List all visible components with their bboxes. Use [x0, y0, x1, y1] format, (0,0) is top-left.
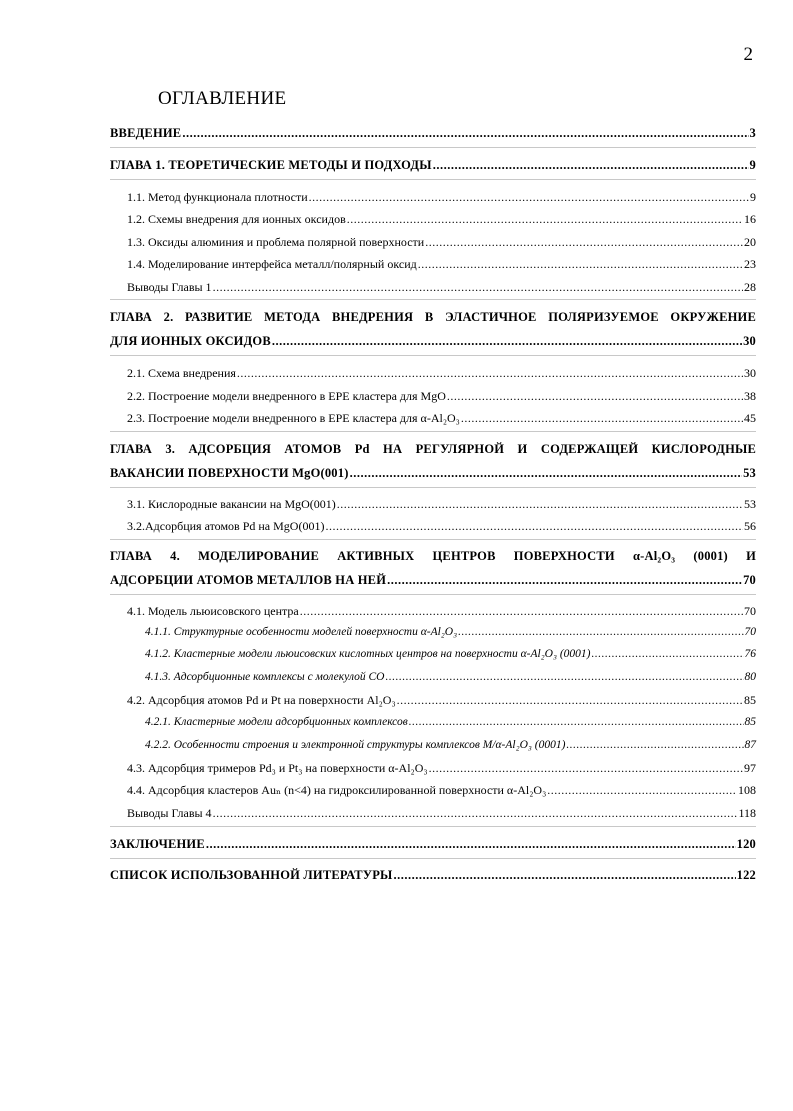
- toc-entry-label: 4.3. Адсорбция тримеров Pd₃ и Pt₃ на поверхности α-Al₂O₃: [127, 761, 428, 775]
- toc-leader: [458, 626, 743, 638]
- toc-entry-label: 4.2.1. Кластерные модели адсорбционных комплексов: [145, 716, 408, 728]
- toc-entry-page: 9: [749, 158, 756, 172]
- toc-entry-page: 118: [738, 806, 756, 820]
- toc-entry-chapter-2[interactable]: [110, 334, 756, 349]
- divider: [110, 355, 756, 356]
- toc-entry-section-4-1-3[interactable]: [145, 671, 756, 683]
- toc-leader: [461, 411, 743, 426]
- toc-entry-page: 28: [744, 280, 756, 294]
- toc-entry-page: 122: [736, 868, 756, 882]
- toc-leader: [325, 519, 743, 534]
- toc-leader: [397, 693, 743, 708]
- toc-entry-label: 4.1.1. Структурные особенности моделей поверхности α-Al₂O₃: [145, 626, 458, 638]
- toc-leader: [213, 806, 738, 821]
- toc-entry-section-4-2-1[interactable]: [145, 716, 756, 728]
- toc-leader: [418, 257, 743, 272]
- toc-entry-page: 53: [743, 466, 756, 480]
- toc-entry-page: 20: [744, 235, 756, 249]
- toc-title: ОГЛАВЛЕНИЕ: [158, 88, 287, 109]
- toc-entry-page: 85: [744, 693, 756, 707]
- toc-entry-chapter-3-line-1[interactable]: ГЛАВА 3. АДСОРБЦИЯ АТОМОВ Pd НА РЕГУЛЯРНОЙ И СОДЕРЖАЩЕЙ КИСЛОРОДНЫЕ: [110, 442, 756, 456]
- toc-entry-label: 1.2. Схемы внедрения для ионных оксидов: [127, 212, 346, 226]
- toc-entry-page: 16: [744, 212, 756, 226]
- toc-entry-label: ВВЕДЕНИЕ: [110, 126, 182, 140]
- toc-entry-page: 76: [744, 648, 756, 660]
- toc-leader: [213, 280, 743, 295]
- toc-entry-section-1-2[interactable]: [127, 212, 756, 227]
- toc-entry-label: ДЛЯ ИОННЫХ ОКСИДОВ: [110, 334, 271, 348]
- toc-entry-conclusions-1[interactable]: [127, 280, 756, 295]
- toc-entry-label: 1.1. Метод функционала плотности: [127, 190, 308, 204]
- toc-leader: [394, 868, 736, 883]
- toc-entry-label: 4.2. Адсорбция атомов Pd и Pt на поверхности Al₂O₃: [127, 693, 396, 707]
- divider: [110, 594, 756, 595]
- toc-leader: [182, 126, 748, 141]
- toc-entry-page: 45: [744, 411, 756, 425]
- toc-entry-label: 2.3. Построение модели внедренного в ЕРЕ кластера для α-Al₂O₃: [127, 411, 460, 425]
- toc-entry-section-4-4[interactable]: [127, 783, 756, 798]
- toc-entry-section-1-3[interactable]: [127, 235, 756, 250]
- toc-entry-section-2-2[interactable]: [127, 389, 756, 404]
- toc-entry-label: 3.1. Кислородные вакансии на MgO(001): [127, 497, 336, 511]
- toc-entry-page: 53: [744, 497, 756, 511]
- toc-leader: [237, 366, 743, 381]
- toc-entry-label: 2.1. Схема внедрения: [127, 366, 236, 380]
- toc-entry-page: 85: [744, 716, 756, 728]
- toc-entry-section-4-3[interactable]: [127, 761, 756, 776]
- toc-entry-label: 1.3. Оксиды алюминия и проблема полярной поверхности: [127, 235, 425, 249]
- divider: [110, 431, 756, 432]
- toc-leader: [433, 158, 749, 173]
- toc-entry-label: 3.2.Адсорбция атомов Pd на MgO(001): [127, 519, 325, 533]
- toc-entry-page: 87: [744, 739, 756, 751]
- toc-entry-section-3-2[interactable]: [127, 519, 756, 534]
- toc-entry-section-1-4[interactable]: [127, 257, 756, 272]
- toc-entry-introduction[interactable]: [110, 126, 756, 141]
- toc-entry-section-2-3[interactable]: [127, 411, 756, 426]
- toc-entry-label: ВАКАНСИИ ПОВЕРХНОСТИ MgO(001): [110, 466, 349, 480]
- toc-entry-label: 1.4. Моделирование интерфейса металл/полярный оксид: [127, 257, 417, 271]
- toc-leader: [337, 497, 743, 512]
- page-number: 2: [743, 44, 753, 65]
- toc-entry-conclusion[interactable]: [110, 837, 756, 852]
- toc-entry-label: 4.1. Модель льюисовского центра: [127, 604, 299, 618]
- divider: [110, 147, 756, 148]
- toc-entry-chapter-1[interactable]: [110, 158, 756, 173]
- toc-entry-section-1-1[interactable]: [127, 190, 756, 205]
- toc-leader: [387, 573, 742, 588]
- divider: [110, 179, 756, 180]
- toc-entry-page: 70: [744, 626, 756, 638]
- toc-entry-label: ЗАКЛЮЧЕНИЕ: [110, 837, 205, 851]
- toc-leader: [547, 783, 737, 798]
- toc-entry-page: 30: [743, 334, 756, 348]
- toc-entry-section-4-2-2[interactable]: [145, 739, 756, 751]
- toc-entry-page: 23: [744, 257, 756, 271]
- toc-leader: [347, 212, 743, 227]
- toc-entry-label: 4.2.2. Особенности строения и электронной структуры комплексов M/α-Al₂O₃ (0001): [145, 739, 566, 751]
- toc-entry-page: 80: [744, 671, 756, 683]
- divider: [110, 487, 756, 488]
- toc-entry-label: Выводы Главы 1: [127, 280, 212, 294]
- toc-entry-chapter-3[interactable]: [110, 466, 756, 481]
- toc-leader: [566, 739, 743, 751]
- toc-leader: [300, 604, 743, 619]
- toc-leader: [425, 235, 743, 250]
- toc-leader: [592, 648, 744, 660]
- divider: [110, 539, 756, 540]
- toc-entry-label: Выводы Главы 4: [127, 806, 212, 820]
- toc-entry-conclusions-4[interactable]: [127, 806, 756, 821]
- toc-leader: [272, 334, 742, 349]
- divider: [110, 826, 756, 827]
- toc-leader: [350, 466, 743, 481]
- toc-entry-chapter-4-line-1[interactable]: ГЛАВА 4. МОДЕЛИРОВАНИЕ АКТИВНЫХ ЦЕНТРОВ ПОВЕРХНОСТИ α-Al₂O₃ (0001) И: [110, 549, 756, 563]
- toc-leader: [385, 671, 743, 683]
- toc-entry-references[interactable]: [110, 868, 756, 883]
- toc-entry-section-4-2[interactable]: [127, 693, 756, 708]
- toc-entry-label: ГЛАВА 1. ТЕОРЕТИЧЕСКИЕ МЕТОДЫ И ПОДХОДЫ: [110, 158, 432, 172]
- toc-entry-label: 2.2. Построение модели внедренного в ЕРЕ кластера для MgO: [127, 389, 446, 403]
- toc-entry-page: 70: [743, 573, 756, 587]
- toc-entry-label: 4.1.3. Адсорбционные комплексы с молекулой CO: [145, 671, 385, 683]
- toc-entry-page: 56: [744, 519, 756, 533]
- divider: [110, 858, 756, 859]
- toc-entry-section-3-1[interactable]: [127, 497, 756, 512]
- toc-entry-page: 108: [738, 783, 756, 797]
- toc-entry-label: СПИСОК ИСПОЛЬЗОВАННОЙ ЛИТЕРАТУРЫ: [110, 868, 393, 882]
- toc-entry-section-2-1[interactable]: [127, 366, 756, 381]
- toc-entry-section-4-1-1[interactable]: [145, 626, 756, 638]
- toc-entry-chapter-2-line-1[interactable]: ГЛАВА 2. РАЗВИТИЕ МЕТОДА ВНЕДРЕНИЯ В ЭЛАСТИЧНОЕ ПОЛЯРИЗУЕМОЕ ОКРУЖЕНИЕ: [110, 310, 756, 324]
- toc-entry-section-4-1-2[interactable]: [145, 648, 756, 660]
- toc-entry-page: 120: [736, 837, 756, 851]
- toc-leader: [429, 761, 743, 776]
- toc-entry-section-4-1[interactable]: [127, 604, 756, 619]
- divider: [110, 299, 756, 300]
- toc-leader: [309, 190, 749, 205]
- toc-entry-label: 4.4. Адсорбция кластеров Auₙ (n<4) на гидроксилированной поверхности α-Al₂O₃: [127, 783, 547, 797]
- toc-entry-page: 97: [744, 761, 756, 775]
- toc-entry-page: 30: [744, 366, 756, 380]
- toc-leader: [206, 837, 736, 852]
- toc-entry-label: 4.1.2. Кластерные модели льюисовских кислотных центров на поверхности α-Al₂O₃ (0001): [145, 648, 591, 660]
- toc-entry-page: 38: [744, 389, 756, 403]
- toc-entry-page: 9: [750, 190, 756, 204]
- toc-entry-page: 70: [744, 604, 756, 618]
- toc-leader: [447, 389, 743, 404]
- toc-entry-page: 3: [749, 126, 756, 140]
- toc-entry-chapter-4[interactable]: [110, 573, 756, 588]
- toc-entry-label: АДСОРБЦИИ АТОМОВ МЕТАЛЛОВ НА НЕЙ: [110, 573, 387, 587]
- toc-leader: [409, 716, 744, 728]
